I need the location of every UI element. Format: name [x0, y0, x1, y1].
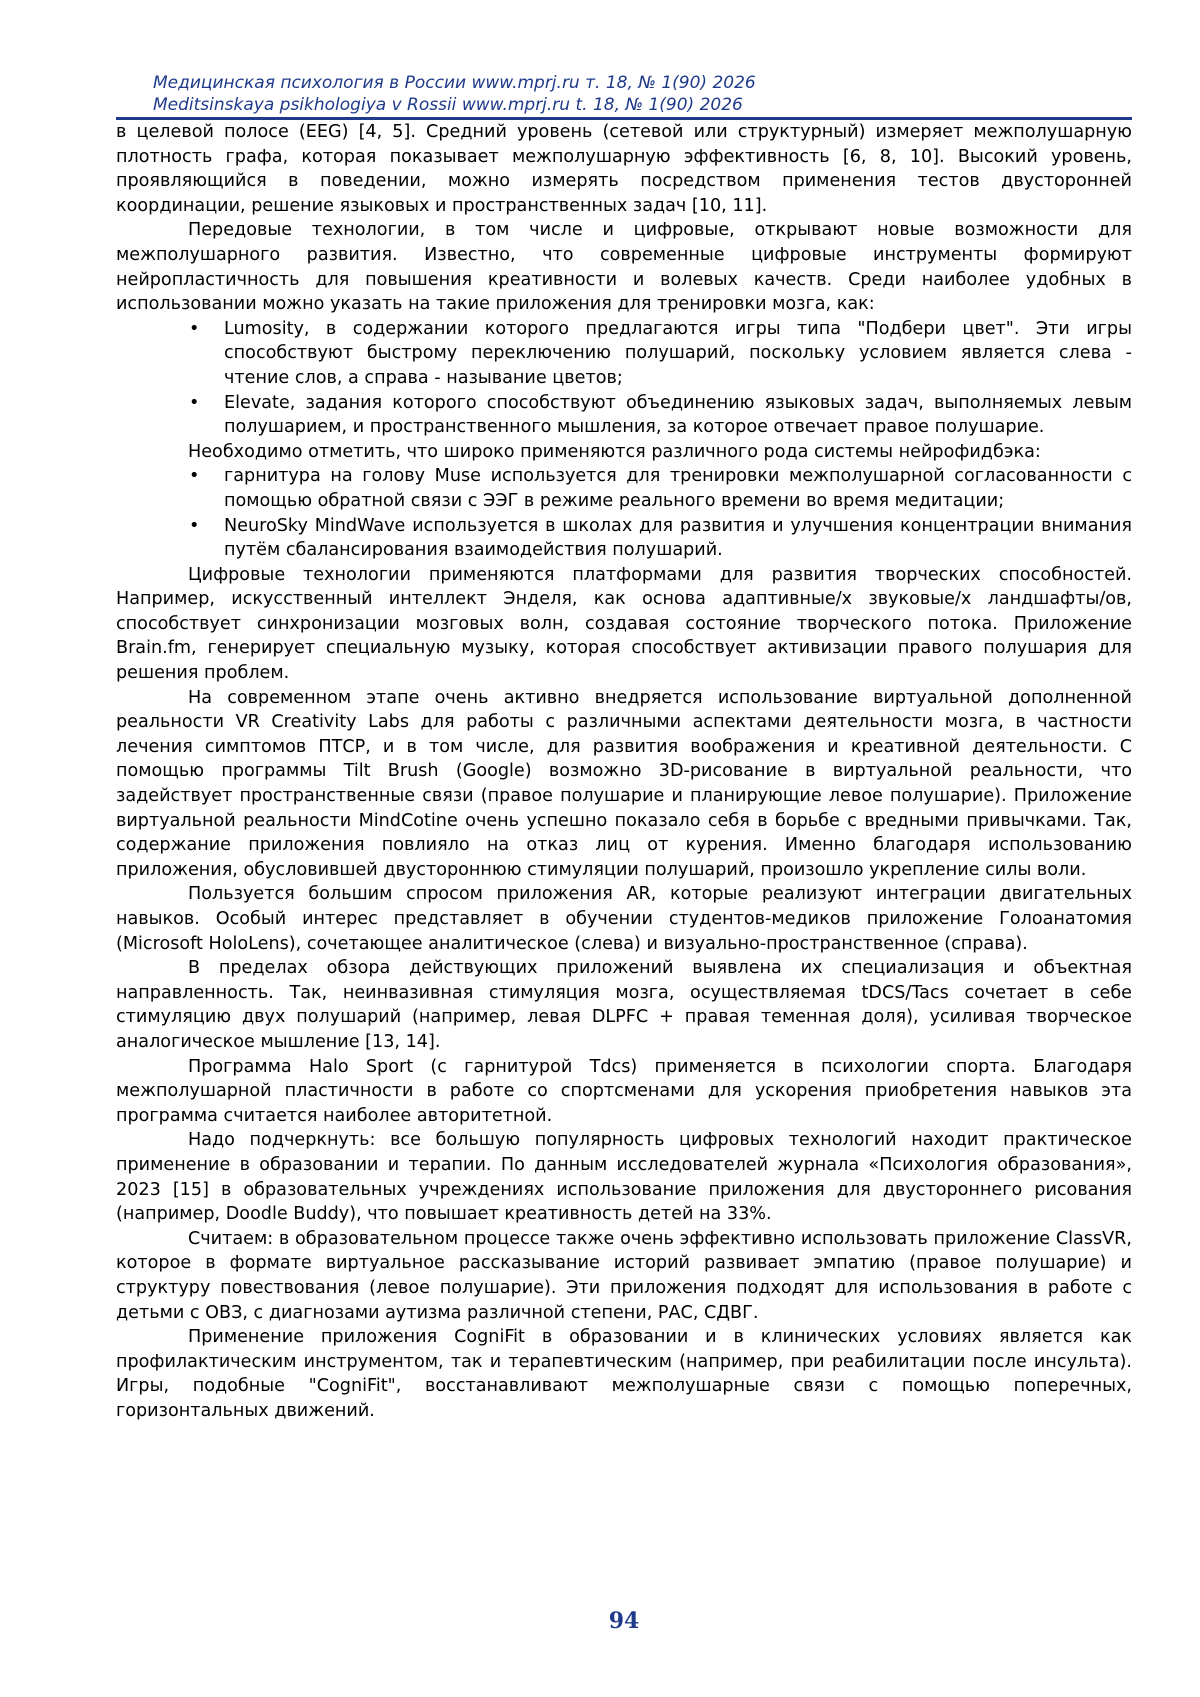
bullet-icon: • — [189, 318, 200, 339]
bullet-icon: • — [189, 466, 200, 487]
list-item — [189, 514, 1132, 563]
journal-header — [153, 72, 1113, 116]
list-item — [189, 391, 1132, 440]
list-item — [189, 464, 1132, 513]
list-item — [189, 317, 1132, 391]
paragraph-9: Надо подчеркнуть: все большую популярность цифровых технологий находит практическое применение в образовании и терапии. По данным исследователей журнала «Психология образования», 2023 [15] в образовательных учреждениях использование приложения для двустороннего рисования (например, Doodle Buddy), что повышает креативность детей на 33%. — [116, 1130, 1132, 1225]
paragraph-5: На современном этапе очень активно внедряется использование виртуальной дополненной реальности VR Creativity Labs для работы с различными аспектами деятельности мозга, в частности лечения симптомов ПТСР, и в том числе, для развития воображения и креативной деятельности. С помощью программы Tilt Brush (Google) возможно 3D-рисование в виртуальной реальности, что задействует пространственные связи (правое полушарие и планирующие левое полушарие). Приложение виртуальной реальности MindCotine очень успешно показало себя в борьбе с вредными привычками. Так, содержание приложения повлияло на отказ лиц от курения. Именно благодаря использованию приложения, обусловившей двустороннюю стимуляции полушарий, произошло укрепление силы воли. — [116, 687, 1132, 880]
page-number: 94 — [608, 1608, 640, 1634]
bullet-icon: • — [189, 392, 200, 413]
list-item-text: Elevate, задания которого способствуют объединению языковых задач, выполняемых левым полушарием, и пространственного мышления, за которое отвечает правое полушарие. — [224, 392, 1132, 438]
paragraph-11: Применение приложения CogniFit в образовании и в клинических условиях является как профилактическим инструментом, так и терапевтическим (например, при реабилитации после инсульта). Игры, подобные "CogniFit", восстанавливают межполушарные связи с помощью поперечных, горизонтальных движений. — [116, 1327, 1132, 1421]
paragraph-7: В пределах обзора действующих приложений выявлена их специализация и объектная направленность. Так, неинвазивная стимуляция мозга, осуществляемая tDCS/Tacs сочетает в себе стимуляцию двух полушарий (например, левая DLPFC + правая теменная доля), усиливая творческое аналогическое мышление [13, 14]. — [116, 958, 1132, 1052]
journal-title-ru: Медицинская психология в России www.mprj.ru т. 18, № 1(90) 2026 — [153, 73, 756, 93]
brain-training-apps-list — [116, 317, 1132, 440]
article-body — [116, 120, 1132, 1423]
list-item-text: NeuroSky MindWave используется в школах для развития и улучшения концентрации внимания путём сбалансирования взаимодействия полушарий. — [224, 515, 1132, 561]
bullet-icon: • — [189, 515, 200, 536]
paragraph-10: Считаем: в образовательном процессе также очень эффективно использовать приложение ClassVR, которое в формате виртуальное рассказывание историй развивает эмпатию (правое полушарие) и структуру повествования (левое полушарие). Эти приложения подходят для использования в работе с детьми с ОВЗ, с диагнозами аутизма различной степени, РАС, СДВГ. — [116, 1228, 1132, 1323]
paragraph-6: Пользуется большим спросом приложения AR, которые реализуют интеграции двигательных навыков. Особый интерес представляет в обучении студентов-медиков приложение Голоанатомия (Microsoft HoloLens), сочетающее аналитическое (слева) и визуально-пространственное (справа). — [116, 884, 1132, 954]
paragraph-1: в целевой полосе (EEG) [4, 5]. Средний уровень (сетевой или структурный) измеряет межполушарную плотность графа, которая показывает межполушарную эффективность [6, 8, 10]. Высокий уровень, проявляющийся в поведении, можно измерять посредством применения тестов двусторонней координации, решение языковых и пространственных задач [10, 11]. — [116, 122, 1132, 216]
list-item-text: гарнитура на голову Muse используется для тренировки межполушарной согласованности с помощью обратной связи с ЭЭГ в режиме реального времени во время медитации; — [224, 466, 1132, 511]
paragraph-3: Необходимо отметить, что широко применяются различного рода системы нейрофидбэка: — [188, 441, 1041, 462]
paragraph-8: Программа Halo Sport (с гарнитурой Tdcs) применяется в психологии спорта. Благодаря межполушарной пластичности в работе со спортсменами для ускорения приобретения навыков эта программа считается наиболее авторитетной. — [116, 1056, 1132, 1126]
paragraph-4: Цифровые технологии применяются платформами для развития творческих способностей. Например, искусственный интеллект Энделя, как основа адаптивные/х звуковые/х ландшафты/ов, способствует синхронизации мозговых волн, создавая состояние творческого потока. Приложение Brain.fm, генерирует специальную музыку, которая способствует активизации правого полушария для решения проблем. — [116, 564, 1132, 684]
journal-title-lat: Meditsinskaya psikhologiya v Rossii www.mprj.ru t. 18, № 1(90) 2026 — [153, 95, 743, 115]
list-item-text: Lumosity, в содержании которого предлагаются игры типа "Подбери цвет". Эти игры способствуют быстрому переключению полушарий, поскольку условием является слева - чтение слов, а справа - называние цветов; — [224, 318, 1132, 388]
paragraph-2: Передовые технологии, в том числе и цифровые, открывают новые возможности для межполушарного развития. Известно, что современные цифровые инструменты формируют нейропластичность для повышения креативности и волевых качеств. Среди наиболее удобных в использовании можно указать на такие приложения для тренировки мозга, как: — [116, 220, 1132, 315]
neurofeedback-list — [116, 464, 1132, 562]
